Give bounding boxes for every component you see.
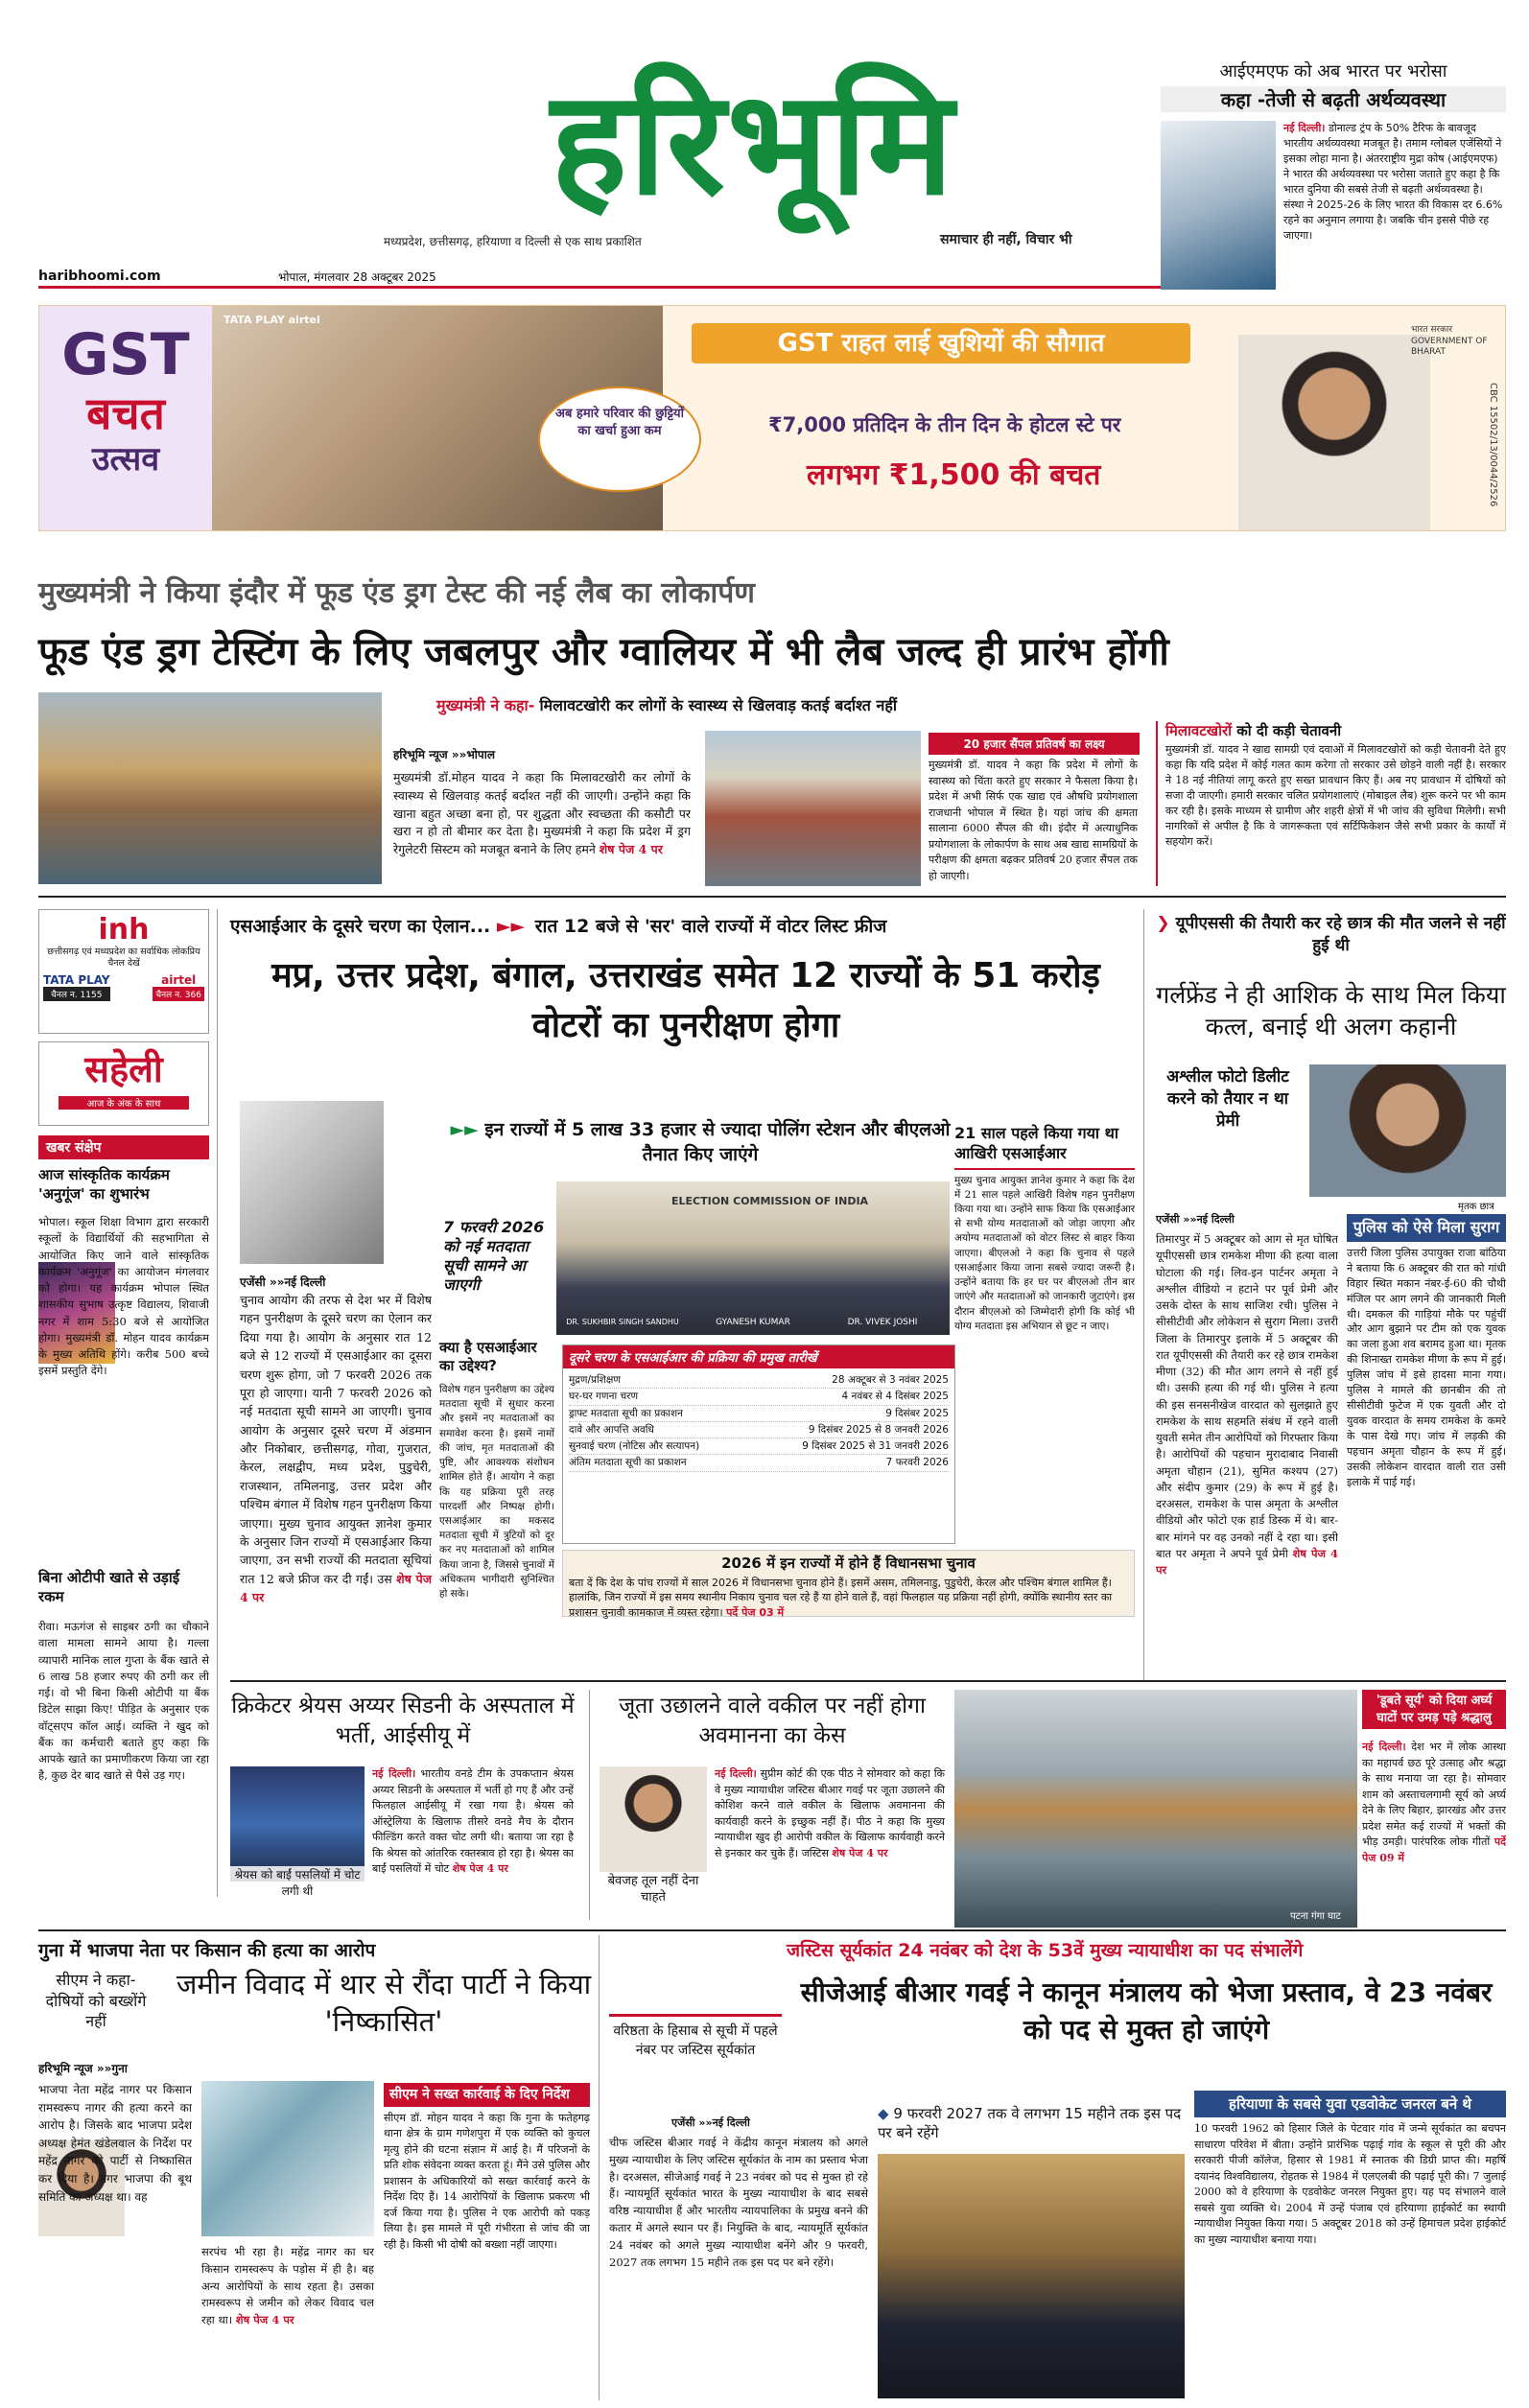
cricket-divider: [589, 1690, 590, 1920]
cji-text: चीफ जस्टिस बीआर गवई ने केंद्रीय कानून मंत्रालय को अगले मुख्य न्यायाधीश के लिए जस्टिस सूर्यकांत के नाम का प्रस्ताव भेजा है। दरअसल, सीजेआई गवई ने 23 नवंबर को पद से मुक्त हो रहे हैं। न्यायमूर्ति सूर्यकांत भारत के मुख्य न्यायाधीश के बाद सबसे वरिष्ठ न्यायाधीश हैं और भारतीय न्यायपालिका के प्रमुख बनने की कतार में अगले स्थान पर हैं। नियुक्ति के बाद, न्यायमूर्ति सूर्यकांत 24 नवंबर को अगले मुख्य न्यायाधीश बनेंगे और 9 फरवरी, 2027 तक लगभग 15 महीने तक इस पद पर बने रहेंगे।: [609, 2136, 868, 2269]
chhath-text: देश भर में लोक आस्था का महापर्व छठ पूरे उत्साह और श्रद्धा के साथ मनाया जा रहा है। सोमवार शाम को अस्ताचलगामी सूर्य को अर्घ्य देने के लिए बिहार, झारखंड और उत्तर प्रदेश समेत कई राज्यों में भक्तों की भीड़ उमड़ी। पारंपरिक लोक गीतों: [1362, 1741, 1506, 1848]
masthead-rule: [38, 286, 1189, 289]
sir-body: [240, 1291, 432, 1617]
lead-col2-text: मुख्यमंत्री डॉ. यादव ने कहा कि प्रदेश में लोगों के स्वास्थ्य को चिंता करते हुए सरकार ने फैसला किया है। प्रदेश में अभी सिर्फ एक खाद्य एवं औषधि प्रयोगशाला राजधानी भोपाल में स्थित है। यहां जांच की क्षमता सालाना 6000 सैंपल की थी। इंदौर में अत्याधुनिक प्रयोगशाला के लोकार्पण के साथ अब खाद्य सामग्रियों के परीक्षण की क्षमता बढ़कर प्रतिवर्ष 20 हजार सैंपल तक हो जाएगी।: [929, 759, 1138, 882]
cji-headline[interactable]: सीजेआई बीआर गवई ने कानून मंत्रालय को भेजा प्रस्ताव, वे 23 नवंबर को पद से मुक्त हो जाएंगे: [800, 1976, 1493, 2046]
sir-21-title: 21 साल पहले किया गया था आखिरी एसआईआर: [954, 1124, 1135, 1170]
sir-ec-banner: ELECTION COMMISSION OF INDIA: [671, 1195, 869, 1207]
sir-headline[interactable]: मप्र, उत्तर प्रदेश, बंगाल, उत्तराखंड समेत 12 राज्यों के 51 करोड़ वोटरों का पुनरीक्षण होगा: [271, 956, 1100, 1046]
sir-name2: GYANESH KUMAR: [716, 1318, 790, 1327]
sir-sched-label: सुनवाई चरण (नोटिस और सत्यापन): [569, 1440, 700, 1453]
saheli-sub: आज के अंक के साथ: [59, 1096, 189, 1110]
guna-byline: हरिभूमि न्यूज »»गुना: [38, 2062, 128, 2075]
rule-3: [38, 1929, 1506, 1931]
lead-col1: [393, 769, 691, 886]
inh-ad[interactable]: [38, 909, 209, 1034]
guna-jump[interactable]: शेष पेज 4 पर: [235, 2313, 294, 2327]
sir-kicker: [230, 913, 1132, 938]
shoe-headline[interactable]: जूता उछालने वाले वकील पर नहीं होगा अवमानना का केस: [619, 1694, 926, 1749]
sir-sched-rows: [563, 1368, 954, 1476]
imf-text: डोनाल्ड ट्रंप के 50% टैरिफ के बावजूद भारतीय अर्थव्यवस्था मजबूत है। तमाम ग्लोबल एजेंसियों ने इसका लोहा माना है। अंतरराष्ट्रीय मुद्रा कोष (आईएमएफ) ने भारत की अर्थव्यवस्था पर भरोसा जताते हुए कहा है कि भारत दुनिया की सबसे तेजी से बढ़ती अर्थव्यवस्था है। संस्था ने 2025-26 के लिए भारत की विकास दर 6.6% रहने का अनुमान लगाया है। जबकि चीन इससे पीछे रह जाएगा।: [1283, 122, 1503, 242]
cji-box-title: हरियाणा के सबसे युवा एडवोकेट जनरल बने थे: [1194, 2091, 1506, 2117]
sir-kicker-left: एसआईआर के दूसरे चरण का ऐलान...: [230, 916, 491, 937]
sir-sched-row: [569, 1406, 949, 1422]
sir-body-text: चुनाव आयोग की तरफ से देश भर में विशेष गहन पुनरीक्षण के दूसरे चरण का ऐलान कर दिया गया है। आयोग के अनुसार रात 12 बजे से 12 राज्यों में एसआईआर का दूसरा चरण शुरू होगा, जो 7 फरवरी 2026 तक पूरा हो जाएगा। यानी 7 फरवरी 2026 को नई मतदाता सूची सामने आ जाएगी। चुनाव आयोग के अनुसार दूसरे चरण में अंडमान और निकोबार, छत्तीसगढ़, गोवा, गुजरात, केरल, लक्षद्वीप, मध्य प्रदेश, पुडुचेरी, राजस्थान, तमिलनाडु, उत्तर प्रदेश और पश्चिम बंगाल में विशेष गहन पुनरीक्षण किया जाएगा। मुख्य चुनाव आयुक्त ज्ञानेश कुमार के अनुसार जिन राज्यों में एसआईआर किया जाएगा, उन सभी राज्यों की मतदाता सूचियां रात 12 बजे फ्रीज कर दी गईं। उस: [240, 1293, 432, 1586]
guna-divider: [599, 1935, 600, 2400]
shoe-jump[interactable]: शेष पेज 4 पर: [832, 1846, 888, 1859]
sir-sched-date: 9 दिसंबर 2025: [885, 1407, 949, 1419]
upsc-box-text: उत्तरी जिला पुलिस उपायुक्त राजा बांठिया ने बताया कि 6 अक्टूबर की रात को गांधी विहार स्थित मकान नंबर-ई-60 की चौथी मंजिल पर आग लगने की जानकारी मिली थी। दमकल की गाड़ियां मौके पर पहुंचीं और आग बुझाने पर टीम को एक युवक का जला हुआ शव बरामद हुआ था। मृतक की शिनाख्त रामकेश मीणा के रूप में हुई। पुलिस जांच में इसे हादसा माना गया। पुलिस ने मामले की छानबीन की तो सीसीटीवी फुटेज में एक युवती और दो युवक वारदात के समय रामकेश के कमरे के पास देखे गए। जांच में लड़की की पहचान अमृता चौहान के रूप में हुई। उसकी लोकेशन वारदात वाली रात उसी इलाके में पाई गई।: [1347, 1246, 1506, 1488]
brief1-text: भोपाल। स्कूल शिक्षा विभाग द्वारा सरकारी स्कूलों के विद्यार्थियों की सहभागिता से आयोजित किए जाने वाले सांस्कृतिक कार्यक्रम 'अनुगूंज' का आयोजन मंगलवार को होगा। यह कार्यक्रम भोपाल स्थित शासकीय सुभाष उत्कृष्ट विद्यालय, शिवाजी नगर में शाम 5:30 बजे से आयोजित होगा। मुख्यमंत्री डॉ. मोहन यादव कार्यक्रम के मुख्य अतिथि होंगे। करीब 500 बच्चे इसमें प्रस्तुति देंगे।: [38, 1215, 209, 1378]
left-rail-divider: [217, 909, 218, 1897]
masthead-tagline-right: समाचार ही नहीं, विचार भी: [940, 232, 1072, 247]
sir-sched-date: 28 अक्टूबर से 3 नवंबर 2025: [832, 1374, 949, 1386]
upsc-box-title: पुलिस को ऐसे मिला सुराग: [1347, 1214, 1506, 1242]
shoe-caption: बेवजह तूल नहीं देना चाहते: [607, 1874, 699, 1905]
brief2-text: रीवा। मऊगंज से साइबर ठगी का चौकाने वाला मामला सामने आया है। गल्ला व्यापारी मानिक लाल गुप्ता के बैंक खाते से 6 लाख 58 हजार रुपए की ठगी कर ली गई। वो भी बिना किसी ओटीपी या बैंक डिटेल साझा किए! पीड़ित के अनुसार एक वॉट्सएप कॉल आई। व्यक्ति ने खुद को बैंक का कर्मचारी बताते हुए कहा कि आपके खाते का प्रमाणीकरण किया जा रहा है, कुछ देर बाद खाते से पैसे उड़ गए।: [38, 1620, 209, 1783]
guna-cm-title: सीएम ने सख्त कार्रवाई के दिए निर्देश: [384, 2083, 590, 2107]
sir-sched-label: मुद्रण/प्रशिक्षण: [569, 1374, 621, 1386]
cricket-text-block: [372, 1766, 574, 1920]
lab-building-photo: [705, 731, 921, 886]
sir-sub-arrow-icon: ►►: [450, 1119, 479, 1140]
sir-q-title: क्या है एसआईआर का उद्देश्य?: [439, 1339, 537, 1374]
imf-story: [1161, 59, 1506, 290]
brief1-title[interactable]: आज सांस्कृतिक कार्यक्रम 'अनुगूंज' का शुभारंभ: [38, 1166, 170, 1203]
cji-sub-diamond-icon: ◆: [878, 2105, 889, 2122]
lead-side-title: को दी कड़ी चेतावनी: [1236, 722, 1342, 739]
guna-hospital-photo: [201, 2081, 374, 2236]
sir-ballot-photo: [240, 1101, 384, 1264]
sir-q-text: विशेष गहन पुनरीक्षण का उद्देश्य मतदाता सूची में सुधार करना और इसमें नए मतदाताओं का समावेश करना है। इसमें नामों की जांच, मृत मतदाताओं की पुष्टि, और आवश्यक संशोधन शामिल होते हैं। आयोग ने कहा कि यह प्रक्रिया पूरी तरह पारदर्शी और निष्पक्ष होगी। एसआईआर का मकसद मतदाता सूची में त्रुटियों को दूर कर नए मतदाताओं को शामिल किया जाना है, जिससे चुनावों में अधिकतम भागीदारी सुनिश्चित हो सके।: [439, 1384, 554, 1601]
upsc-byline: एजेंसी »»नई दिल्ली: [1156, 1213, 1235, 1226]
upsc-kicker: [1156, 913, 1506, 957]
guna-cm-box: [384, 2083, 590, 2399]
imf-headline: कहा -तेजी से बढ़ती अर्थव्यवस्था: [1161, 86, 1506, 112]
shoe-judge-photo: [600, 1766, 707, 1872]
lead-col2: [929, 758, 1138, 886]
lead-headline[interactable]: फूड एंड ड्रग टेस्टिंग के लिए जबलपुर और ग्वालियर में भी लैब जल्द ही प्रारंभ होंगी: [38, 630, 1169, 674]
sir-sched-date: 4 नवंबर से 4 दिसंबर 2025: [841, 1391, 949, 1403]
lead-kicker[interactable]: मुख्यमंत्री ने किया इंदौर में फूड एंड ड्रग टेस्ट की नई लैब का लोकार्पण: [38, 576, 755, 610]
lead-byline: हरिभूमि न्यूज »»भोपाल: [393, 748, 495, 761]
cricket-caption: श्रेयस को बाईं पसलियों में चोट लगी थी: [230, 1866, 365, 1899]
chhath-dateline: नई दिल्ली।: [1362, 1741, 1406, 1753]
chhath-caption: पटना गंगा घाट: [1290, 1911, 1341, 1922]
sir-21-text: मुख्य चुनाव आयुक्त ज्ञानेश कुमार ने कहा कि देश में 21 साल पहले आखिरी विशेष गहन पुनरीक्षण किया गया था। उन्होंने साफ किया कि एसआईआर से सभी योग्य मतदाताओं को जोड़ा जाएगा और अयोग्य मतदाताओं को वोटर लिस्ट से बाहर किया जाएगा। बीएलओ ने कहा कि चुनाव से पहले एसआईआर किया जाना सबसे ज्यादा जरूरी है। उन्होंने बताया कि हर घर पर बीएलओ तीन बार जाएंगे और मतदाताओं को जानकारी जुटाएंगे। इस दौरान बीएलओ को जिम्मेदारी होगी कि कोई भी योग्य मतदाता इस अभियान से छूट न जाए।: [954, 1174, 1135, 1332]
sir-sched-label: दावे और आपत्ति अवधि: [569, 1423, 654, 1436]
sir-polls-body: [563, 1576, 1134, 1620]
sir-kicker-right: रात 12 बजे से 'सर' वाले राज्यों में वोटर लिस्ट फ्रीज: [534, 916, 887, 937]
gst-ad-left: [39, 306, 212, 531]
sir-polls-text: बता दें कि देश के पांच राज्यों में साल 2026 में विधानसभा चुनाव होने हैं। इसमें असम, तमिलनाडु, पुडुचेरी, केरल और पश्चिम बंगाल शामिल हैं। हालांकि, जिन राज्यों में इस समय स्थानीय निकाय चुनाव चल रहे हैं या होने वाले हैं, वहां फिलहाल यह प्रक्रिया नहीं होगी, क्योंकि स्थानीय स्तर का प्रशासन चुनावी कामकाज में व्यस्त रहेगा।: [569, 1577, 1113, 1619]
inh-logo: inh: [98, 913, 150, 947]
cricket-dateline: नई दिल्ली।: [372, 1767, 416, 1780]
gst-ad-left-line2: बचत: [86, 387, 165, 439]
lead-subhead: [436, 694, 1146, 715]
right-divider: [1143, 909, 1144, 1681]
dateline-bar: भोपाल, मंगलवार 28 अक्टूबर 2025: [278, 270, 436, 284]
cji-box-text: 10 फरवरी 1962 को हिसार जिले के पेटवार गांव में जन्मे सूर्यकांत का बचपन साधारण परिवेश में बीता। उन्होंने प्रारंभिक पढ़ाई गांव के स्कूल से पूरी की और सरकारी पीजी कॉलेज, हिसार से 1981 में स्नातक की डिग्री प्राप्त की। महर्षि दयानंद विश्वविद्यालय, रोहतक से 1984 में एलएलबी की पढ़ाई पूरी की। 7 जुलाई 2000 को वे हरियाणा के एडवोकेट जनरल नियुक्त हुए। यह पद संभालने वाले सबसे युवा व्यक्ति थे। 2004 में उन्हें पंजाब एवं हरियाणा हाईकोर्ट का स्थायी न्यायाधीश नियुक्त किया गया। 5 अक्टूबर 2018 को उन्हें हिमाचल प्रदेश हाईकोर्ट का मुख्य न्यायाधीश बनाया गया।: [1194, 2122, 1506, 2246]
lead-cm-photo: [38, 692, 382, 884]
shoe-text-block: [715, 1766, 945, 1920]
guna-headline[interactable]: जमीन विवाद में थार से रौंदा पार्टी ने किया 'निष्कासित': [176, 1968, 592, 2039]
sir-21-box: [954, 1124, 1135, 1460]
gst-ad-bubble: अब हमारे परिवार की छुट्टियों का खर्चा हुआ कम: [538, 386, 701, 492]
lead-sub-label: मुख्यमंत्री ने कहा-: [436, 696, 535, 714]
airtel-logo: airtel: [161, 972, 197, 987]
shoe-text: सुप्रीम कोर्ट की एक पीठ ने सोमवार को कहा कि वे मुख्य न्यायाधीश जस्टिस बीआर गवई पर जूता उछालने की कोशिश करने वाले वकील के खिलाफ अवमानना की कार्यवाही करने के इच्छुक नहीं हैं। पीठ ने कहा कि मुख्य न्यायाधीश खुद ही आरोपी वकील के खिलाफ कार्यवाही करने से इनकार कर चुके हैं। जस्टिस: [715, 1767, 945, 1859]
chhath-photo: [954, 1690, 1357, 1928]
pm-photo: [1238, 335, 1430, 531]
upsc-quote: अश्लील फोटो डिलीट करने को तैयार न था प्रेमी: [1166, 1067, 1289, 1131]
sir-sched-title: दूसरे चरण के एसआईआर की प्रक्रिया की प्रमुख तारीखें: [563, 1345, 954, 1368]
guna-text2: सरपंच भी रहा है। महेंद्र नागर का घर किसान रामस्वरूप के पड़ोस में ही है। बह अन्य आरोपियों के साथ रहता है। उसका रामस्वरूप से जमीन को लेकर विवाद चल रहा था।: [201, 2245, 374, 2327]
gst-ad-gov: भारत सरकार GOVERNMENT OF BHARAT: [1411, 325, 1488, 358]
masthead-tagline-left: मध्यप्रदेश, छत्तीसगढ़, हरियाणा व दिल्ली से एक साथ प्रकाशित: [384, 235, 642, 248]
gst-ad-line1: ₹7,000 प्रतिदिन के तीन दिन के होटल स्टे पर: [768, 413, 1121, 436]
sir-sched-label: घर-घर गणना चरण: [569, 1391, 639, 1403]
saheli-box[interactable]: [38, 1041, 209, 1126]
guna-text2-block: [201, 2244, 374, 2397]
sir-sched-date: 9 दिसंबर 2025 से 31 जनवरी 2026: [802, 1440, 949, 1453]
cji-photo: [878, 2154, 1185, 2398]
airtel-channel: चैनल न. 366: [153, 987, 204, 1001]
cji-pull: वरिष्ठता के हिसाब से सूची में पहले नंबर पर जस्टिस सूर्यकांत: [609, 2014, 782, 2060]
cji-byline: एजेंसी »»नई दिल्ली: [671, 2116, 750, 2129]
lead-col1-jump[interactable]: शेष पेज 4 पर: [599, 842, 663, 856]
sir-schedule: [562, 1344, 955, 1544]
lead-side-text: मुख्यमंत्री डॉ. यादव ने खाद्य सामग्री एवं दवाओं में मिलावटखोरों को कड़ी चेतावनी देते हुए कहा कि यदि प्रदेश में कोई गलत काम करेगा तो सरकार उसे छोड़ने वाली नहीं है। सरकार ने 18 नई नीतियां लागू करते हुए सख्त प्रावधान किए हैं। अब नए प्रावधान में दोषियों को सजा दी जाएगी। हमारी सरकार चलित प्रयोगशालाएं (मोबाइल लैब) शुरू करने पर भी काम कर रही है। इसके माध्यम से ग्रामीण और शहरी क्षेत्रों में भी जांच की सुविधा मिलेगी। सभी नागरिकों से अपील है कि वे जागरूकता एवं सर्टिफिकेशन जैसे सभी प्रकार के कार्यों में सहयोग करें।: [1165, 743, 1506, 848]
chhath-text-block: [1362, 1740, 1506, 1928]
sir-sched-row: [569, 1422, 949, 1438]
sir-byline: एजेंसी »»नई दिल्ली: [240, 1275, 326, 1289]
gst-ad-left-line3: उत्सव: [91, 440, 160, 479]
gst-ad-partners: TATA PLAY airtel: [223, 314, 320, 326]
lead-side-label: मिलावटखोरों: [1165, 722, 1232, 739]
lead-photo-caption: 20 हजार सैंपल प्रतिवर्ष का लक्ष्य: [929, 733, 1140, 755]
sir-sched-row: [569, 1372, 949, 1389]
sir-polls-title: 2026 में इन राज्यों में होने हैं विधानसभा चुनाव: [721, 1555, 976, 1572]
inh-desc: छत्तीसगढ़ एवं मध्यप्रदेश का सर्वाधिक लोकप्रिय चैनल देखें: [47, 947, 200, 969]
sir-sched-label: ड्राफ्ट मतदाता सूची का प्रकाशन: [569, 1407, 683, 1419]
lead-side-box: [1156, 721, 1506, 886]
cricket-text: भारतीय वनडे टीम के उपकप्तान श्रेयस अय्यर सिडनी के अस्पताल में भर्ती हो गए हैं और उन्हें फिलहाल आईसीयू में रखा गया है। श्रेयस को ऑस्ट्रेलिया के खिलाफ तीसरे वनडे मैच के दौरान फील्डिंग करते वक्त चोट लगी थी। बताया जा रहा है कि श्रेयस को आंतरिक रक्तस्त्राव हो रहा है। श्रेयस का बाईं पसलियों में चोट: [372, 1767, 574, 1875]
chhath-jump[interactable]: पर्दे पेज 09 में: [1362, 1835, 1506, 1864]
sir-sched-date: 9 दिसंबर 2025 से 8 जनवरी 2026: [808, 1423, 949, 1436]
guna-cm-text: सीएम डॉ. मोहन यादव ने कहा कि गुना के फतेहगढ़ थाना क्षेत्र के ग्राम गणेशपुरा में एक व्यक्ति को कुचल मृत्यु होने की घटना संज्ञान में आई है। मैं परिजनों के प्रति शोक संवेदना व्यक्त करता हूं। मैंने उसे पुलिस और प्रशासन के अधिकारियों को सख्त कार्रवाई करने के निर्देश दिए हैं। 14 आरोपियों के खिलाफ प्रकरण भी दर्ज किया गया है। पुलिस ने एक आरोपी को पकड़ लिया है। इस मामले में पूरी गंभीरता से जांच की जा रही है। किसी भी दोषी को बख्शा नहीं जाएगा।: [384, 2111, 590, 2251]
cji-box: [1194, 2091, 1506, 2399]
gst-ad[interactable]: [38, 305, 1506, 531]
sir-body-jump[interactable]: शेष पेज 4 पर: [240, 1571, 432, 1604]
imf-chart-photo: [1161, 121, 1276, 290]
sir-sub-text: इन राज्यों में 5 लाख 33 हजार से ज्यादा पोलिंग स्टेशन और बीएलओ तैनात किए जाएंगे: [484, 1119, 951, 1165]
sir-feb-badge: 7 फरवरी 2026 को नई मतदाता सूची सामने आ जाएगी: [443, 1218, 545, 1294]
tata-play-channel: चैनल न. 1155: [43, 987, 110, 1001]
cricket-photo: [230, 1766, 365, 1882]
gst-ad-line2: लगभग ₹1,500 की बचत: [807, 458, 1101, 492]
sir-sched-date: 7 फरवरी 2026: [885, 1457, 949, 1469]
sir-sub: [441, 1118, 959, 1167]
upsc-victim-photo: [1309, 1064, 1506, 1197]
upsc-text-block: [1156, 1231, 1338, 1682]
upsc-chevron-icon: ❯: [1156, 914, 1170, 933]
upsc-text: तिमारपुर में 5 अक्टूबर को आग से मृत घोषित यूपीएससी छात्र रामकेश मीणा की हत्या वाला घोटाला की गई। लिव-इन पार्टनर अमृता ने अश्लील वीडियो न हटाने पर पूर्व प्रेमी और उसके दोस्त के साथ साजिश रची। पुलिस ने सीसीटीवी और लोकेशन से सुराग मिला। उत्तरी जिला के तिमारपुर इलाके में 5 अक्टूबर की रात यूपीएससी की तैयारी कर रहे छात्र रामकेश मीणा (32) की मौत आग लगने से नहीं हुई थी। उसकी हत्या की गई थी। पुलिस ने हत्या की इस सनसनीखेज वारदात को सुलझाते हुए रामकेश के साथ सहमति संबंध में रहने वाली युवती समेत तीन आरोपियों को गिरफ्तार किया है। आरोपियों की पहचान मुरादाबाद निवासी अमृता चौहान (21), सुमित कश्यप (27) और संदीप कुमार (29) के रूप में हुई है। दरअसल, रामकेश के पास अमृता के अश्लील वीडियो और फोटो एक हार्ड डिस्क में थे। बार-बार मांगने पर वह उनको नहीं दे रहा था। इसी बात पर अमृता ने अपने पूर्व प्रेमी: [1156, 1232, 1338, 1560]
guna-quote: सीएम ने कहा- दोषियों को बख्शेंगे नहीं: [45, 1971, 147, 2031]
lead-sub: मिलावटखोरी कर लोगों के स्वास्थ्य से खिलवाड़ कतई बर्दाश्त नहीं: [539, 696, 898, 714]
rule-2: [230, 1680, 1506, 1682]
cji-kicker: जस्टिस सूर्यकांत 24 नवंबर को देश के 53वें मुख्य न्यायाधीश का पद संभालेंगे: [787, 1940, 1304, 1961]
guna-text1: भाजपा नेता महेंद्र नागर पर किसान रामस्वरूप नागर की हत्या करने का आरोप है। जिसके बाद भाजपा प्रदेश अध्यक्ष हेमंत खंडेलवाल के निर्देश पर महेंद्र नागर को पार्टी से निष्कासित कर दिया है। नगर भाजपा की बूथ समिति का अध्यक्ष था। वह: [38, 2083, 192, 2204]
imf-dateline: नई दिल्ली।: [1283, 122, 1326, 134]
lead-side-heading: [1165, 721, 1506, 740]
gst-ad-left-line1: GST: [61, 321, 190, 388]
sir-name1: DR. SUKHBIR SINGH SANDHU: [566, 1318, 679, 1326]
cji-sub: [878, 2104, 1185, 2143]
upsc-box: [1347, 1214, 1506, 1682]
upsc-jump[interactable]: शेष पेज 4 पर: [1156, 1546, 1338, 1577]
sir-sched-row: [569, 1389, 949, 1405]
brief2-title[interactable]: बिना ओटीपी खाते से उड़ाई रकम: [38, 1569, 180, 1605]
cricket-jump[interactable]: शेष पेज 4 पर: [452, 1862, 508, 1875]
upsc-photo-caption: मृतक छात्र: [1458, 1202, 1494, 1212]
sir-sched-row: [569, 1438, 949, 1455]
lead-col1-text: मुख्यमंत्री डॉ.मोहन यादव ने कहा कि मिलावटखोरी कर लोगों के स्वास्थ्य से खिलवाड़ कतई बर्दाश्त नहीं की जाएगी। उन्होंने कहा कि खाना बहुत अच्छा बना हो, पर शुद्धता और स्वच्छता की कसौटी पर खरा न हो तो बीमार कर देता है। मुख्यमंत्री ने कहा कि प्रदेश में ड्रग रेगुलेटरी सिस्टम को मजबूत बनाने के लिए हमने: [393, 770, 691, 856]
tata-play-logo: TATA PLAY: [43, 972, 110, 987]
upsc-kicker-text: यूपीएससी की तैयारी कर रहे छात्र की मौत जलने से नहीं हुई थी: [1175, 914, 1506, 955]
sir-sched-label: अंतिम मतदाता सूची का प्रकाशन: [569, 1457, 687, 1469]
rule-1: [38, 896, 1506, 898]
sir-name3: DR. VIVEK JOSHI: [847, 1318, 918, 1327]
saheli-title: सहेली: [84, 1048, 163, 1090]
shoe-dateline: नई दिल्ली।: [715, 1767, 757, 1780]
cji-sub-text: 9 फरवरी 2027 तक वे लगभग 15 महीने तक इस पद पर बने रहेंगे: [878, 2105, 1182, 2142]
double-arrow-icon: ►►: [496, 916, 526, 937]
gst-ad-code: CBC 15502/13/0044/2526: [1488, 383, 1498, 507]
gst-ad-title: GST राहत लाई खुशियों की सौगात: [692, 323, 1190, 363]
sir-sched-row: [569, 1455, 949, 1471]
masthead-logo[interactable]: हरिभूमि: [551, 60, 955, 227]
website[interactable]: haribhoomi.com: [38, 269, 161, 284]
sir-polls-jump[interactable]: पर्दे पेज 03 में: [726, 1605, 785, 1619]
sir-polls: [562, 1550, 1135, 1617]
brief-label: खबर संक्षेप: [38, 1135, 209, 1159]
imf-kicker: आईएमएफ को अब भारत पर भरोसा: [1219, 61, 1447, 82]
guna-kicker: गुना में भाजपा नेता पर किसान की हत्या का आरोप: [38, 1940, 376, 1961]
upsc-headline[interactable]: गर्लफ्रेंड ने ही आशिक के साथ मिल किया कत्ल, बनाई थी अलग कहानी: [1156, 981, 1506, 1040]
cricket-headline[interactable]: क्रिकेटर श्रेयस अय्यर सिडनी के अस्पताल में भर्ती, आईसीयू में: [231, 1694, 575, 1749]
chhath-title: 'डूबते सूर्य' को दिया अर्घ्य घाटों पर उमड़ पड़े श्रद्धालु: [1362, 1690, 1506, 1729]
